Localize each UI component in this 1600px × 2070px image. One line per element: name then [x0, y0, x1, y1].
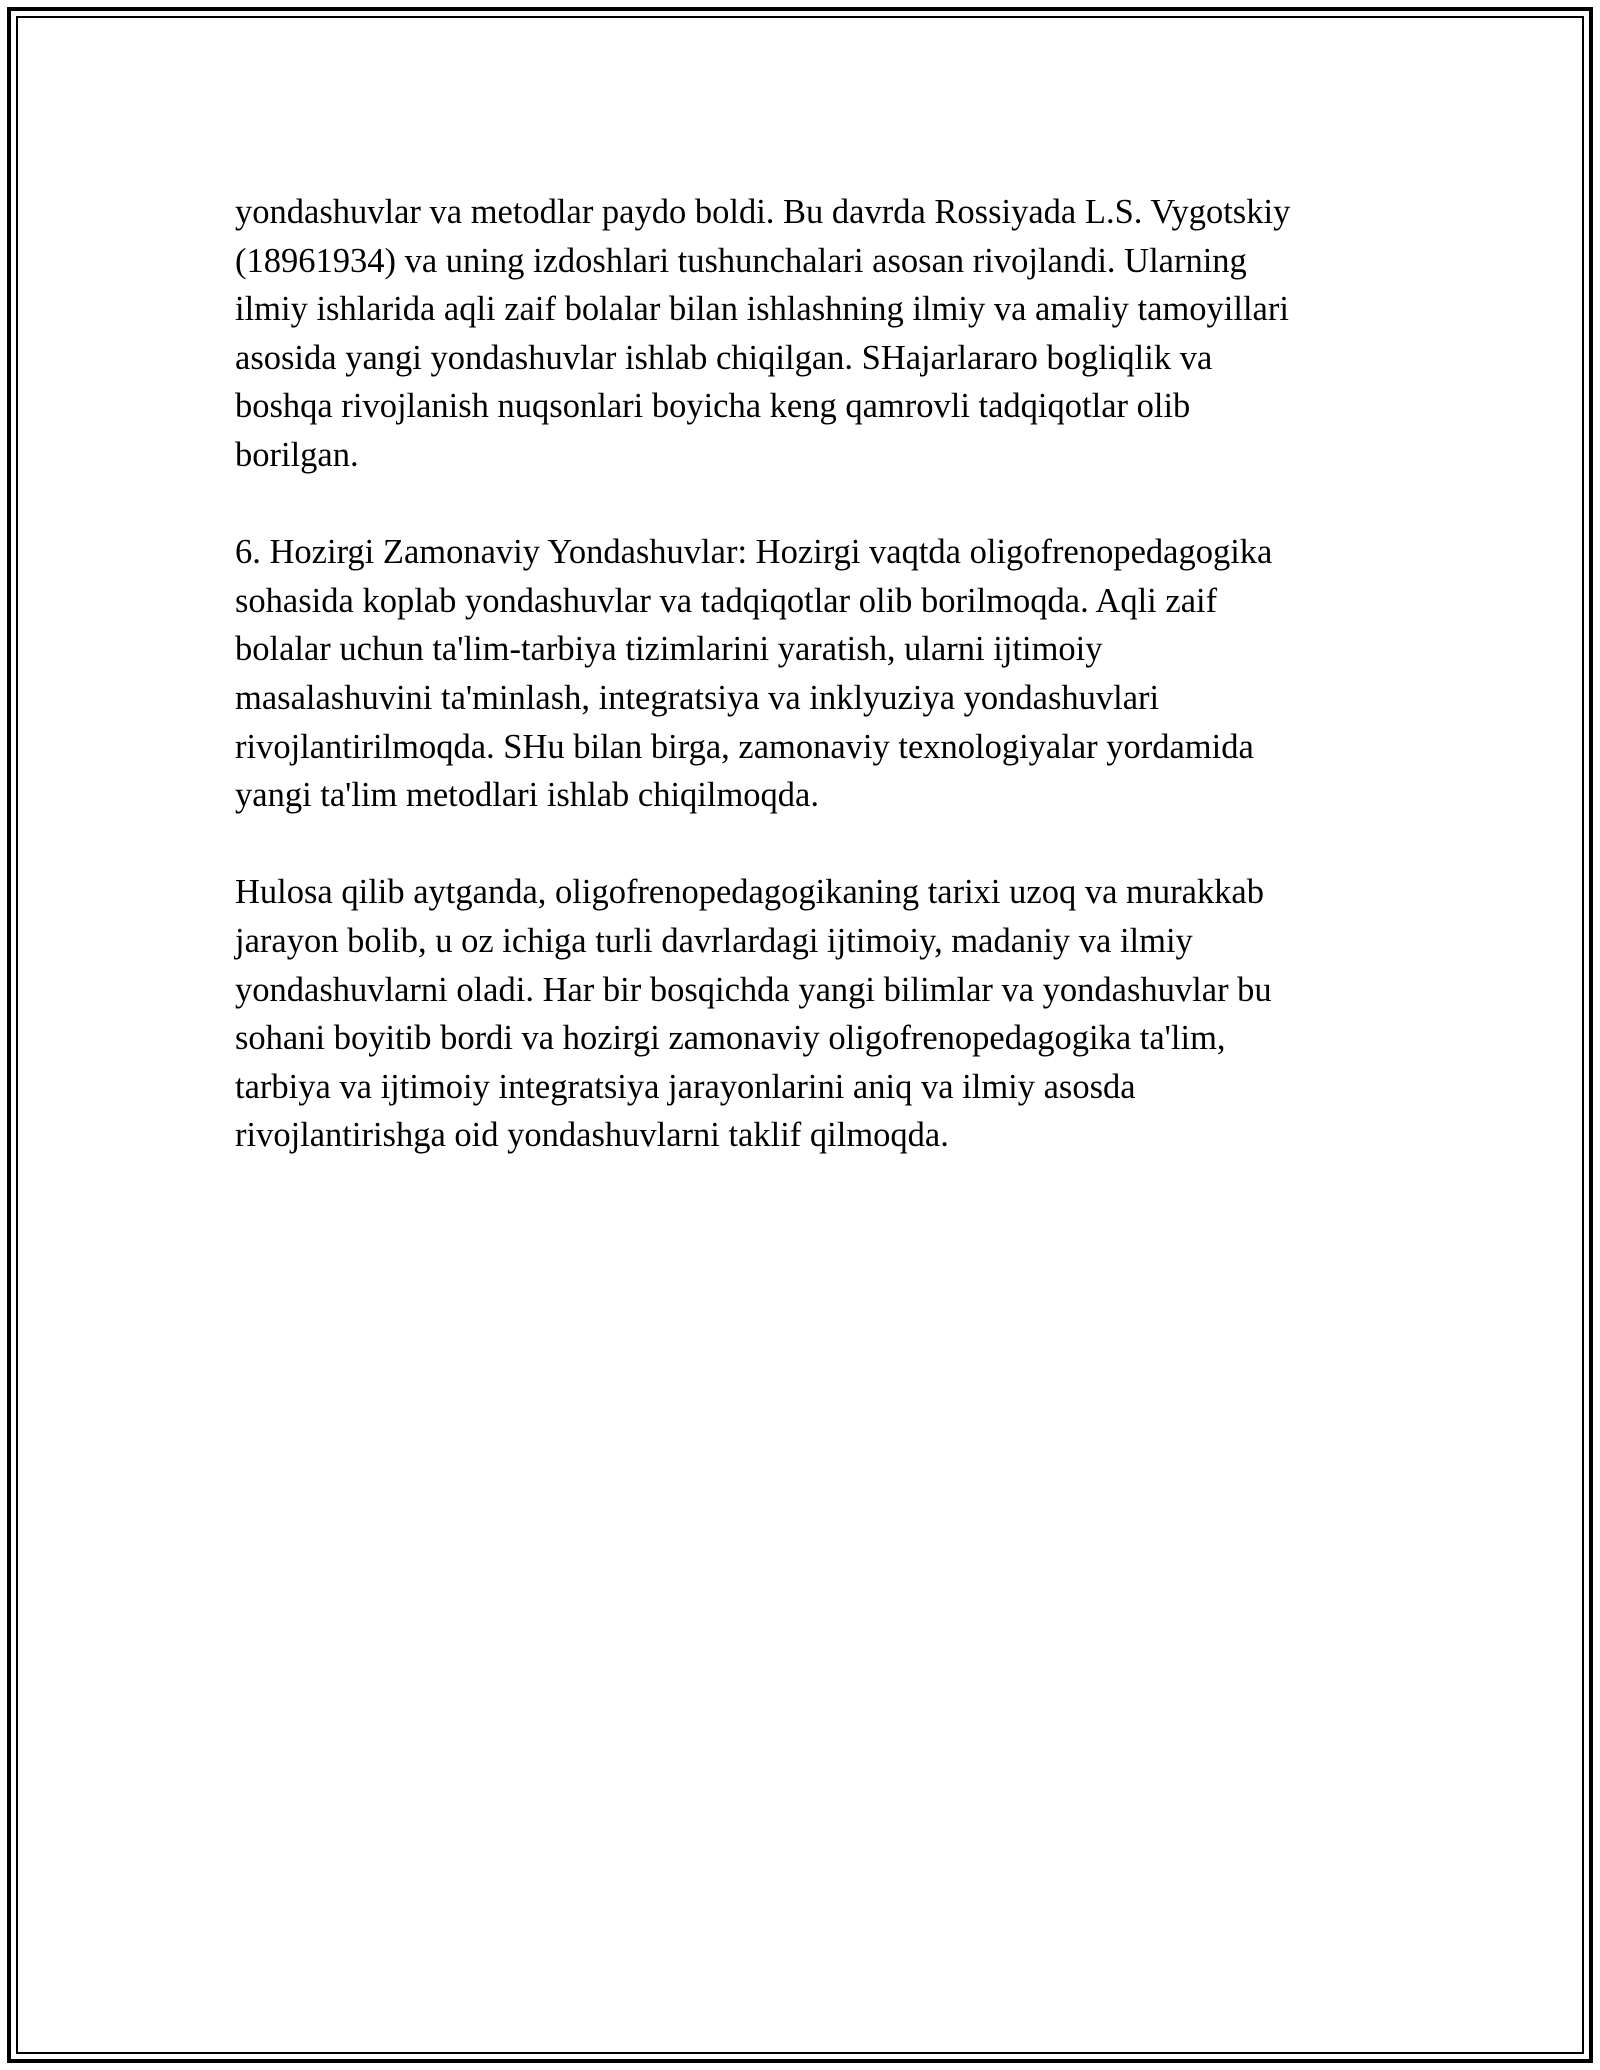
text-line: sohasida koplab yondashuvlar va tadqiqotlar olib borilmoqda. Aqli zaif: [235, 581, 1218, 620]
text-line: borilgan.: [235, 435, 359, 474]
text-line: yondashuvlar va metodlar paydo boldi. Bu davrda Rossiyada L.S. Vygotskiy: [235, 193, 1291, 231]
text-line: asosida yangi yondashuvlar ishlab chiqilgan. SHajarlararo bogliqlik va: [235, 338, 1213, 377]
text-line: Hulosa qilib aytganda, oligofrenopedagogikaning tarixi uzoq va murakkab: [235, 873, 1264, 912]
text-line: ilmiy ishlarida aqli zaif bolalar bilan ishlashning ilmiy va amaliy tamoyillari: [235, 290, 1289, 329]
text-line: yondashuvlarni oladi. Har bir bosqichda yangi bilimlar va yondashuvlar bu: [235, 970, 1272, 1009]
text-line: tarbiya va ijtimoiy integratsiya jarayonlarini aniq va ilmiy asosda: [235, 1067, 1136, 1106]
text-line: rivojlantirilmoqda. SHu bilan birga, zamonaviy texnologiyalar yordamida: [235, 727, 1254, 766]
text-line: masalashuvini ta'minlash, integratsiya va inklyuziya yondashuvlari: [235, 678, 1160, 717]
paragraph-conclusion: [235, 868, 1375, 1160]
text-line: bolalar uchun ta'lim-tarbiya tizimlarini yaratish, ularni ijtimoiy: [235, 630, 1103, 669]
document-body: [235, 188, 1375, 1160]
text-line: (18961934) va uning izdoshlari tushunchalari asosan rivojlandi. Ularning: [235, 241, 1247, 280]
text-line: rivojlantirishga oid yondashuvlarni taklif qilmoqda.: [235, 1116, 949, 1155]
text-line: yangi ta'lim metodlari ishlab chiqilmoqda.: [235, 776, 819, 815]
paragraph-vygotskiy-period: [235, 188, 1375, 480]
text-line: jarayon bolib, u oz ichiga turli davrlardagi ijtimoiy, madaniy va ilmiy: [235, 921, 1193, 960]
text-line: boshqa rivojlanish nuqsonlari boyicha keng qamrovli tadqiqotlar olib: [235, 387, 1191, 426]
paragraph-modern-approaches: [235, 528, 1375, 820]
text-line: sohani boyitib bordi va hozirgi zamonaviy oligofrenopedagogika ta'lim,: [235, 1019, 1226, 1058]
text-line: 6. Hozirgi Zamonaviy Yondashuvlar: Hozirgi vaqtda oligofrenopedagogika: [235, 533, 1273, 572]
